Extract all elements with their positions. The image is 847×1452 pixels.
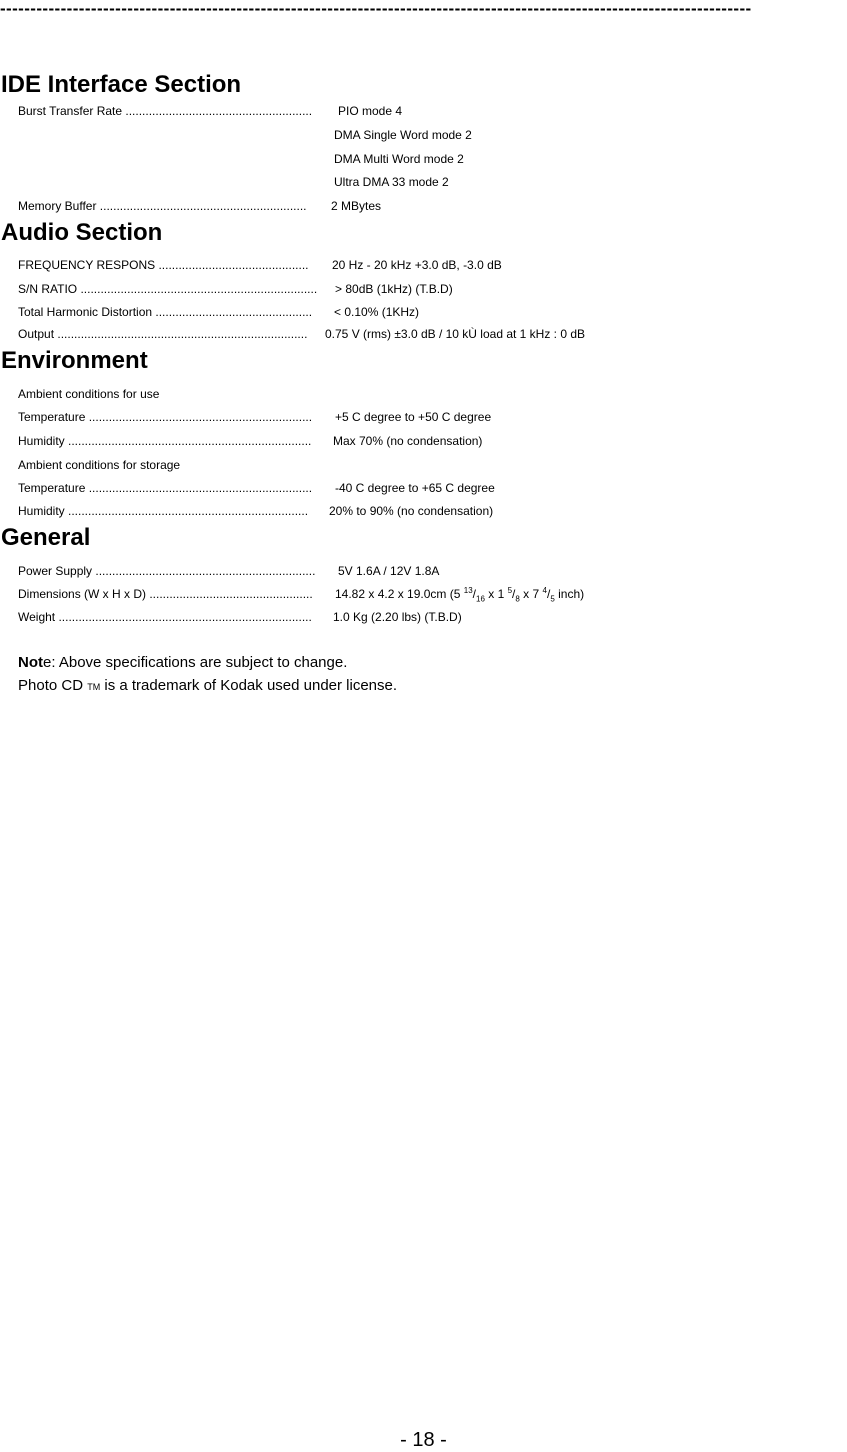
environment-section-heading: Environment [1,347,148,374]
memory-buffer-value: 2 MBytes [331,199,382,213]
fraction-2-denominator: 8 [515,594,520,604]
thd-label: Total Harmonic Distortion ............................................... [18,305,313,319]
ambient-storage-title: Ambient conditions for storage [18,458,181,472]
fraction-1-denominator: 16 [476,594,485,604]
burst-value-3: DMA Multi Word mode 2 [334,152,464,166]
power-supply-label: Power Supply .................................................................. [18,564,316,578]
note-bold-prefix: Not [18,654,43,671]
burst-transfer-rate-label: Burst Transfer Rate ........................................................ [18,104,313,118]
frequency-response-label: FREQUENCY RESPONS ............................................. [18,258,309,272]
sn-ratio-label: S/N RATIO ....................................................................... [18,282,318,296]
sn-ratio-value: > 80dB (1kHz) (T.B.D) [335,282,453,296]
dimensions-prefix: 14.82 x 4.2 x 19.0cm (5 [335,587,464,601]
audio-section-heading: Audio Section [1,219,163,246]
storage-humidity-value: 20% to 90% (no condensation) [329,504,494,518]
note-text: e: Above specifications are subject to change. [43,654,348,671]
burst-value-1: PIO mode 4 [338,104,403,118]
dimensions-label: Dimensions (W x H x D) ................................................. [18,587,313,601]
storage-temperature-value: -40 C degree to +65 C degree [335,481,495,495]
trademark-symbol: TM [87,682,101,692]
use-humidity-label: Humidity ......................................................................... [18,434,312,448]
weight-label: Weight ............................................................................ [18,610,312,624]
fraction-2-numerator: 5 [507,586,513,595]
page-number: - 18 - [400,1429,447,1451]
storage-humidity-label: Humidity ........................................................................ [18,504,309,518]
frequency-response-value: 20 Hz - 20 kHz +3.0 dB, -3.0 dB [332,258,502,272]
memory-buffer-label: Memory Buffer .............................................................. [18,199,307,213]
dimensions-mid-1: x 1 [484,587,508,601]
output-label: Output ........................................................................... [18,327,308,341]
storage-temperature-label: Temperature ................................................................... [18,481,313,495]
fraction-3-numerator: 4 [542,586,547,595]
use-temperature-value: +5 C degree to +50 C degree [335,410,492,424]
output-value: 0.75 V (rms) ±3.0 dB / 10 kÙ load at 1 kHz : 0 dB [325,327,586,341]
dimensions-suffix: inch) [554,587,585,601]
thd-value: < 0.10% (1KHz) [334,305,420,319]
burst-value-2: DMA Single Word mode 2 [334,128,472,142]
trademark-suffix: is a trademark of Kodak used under license. [100,677,398,694]
burst-value-4: Ultra DMA 33 mode 2 [334,175,449,189]
top-dashed-rule: ---------------------------------------------------------------------------------------------------------------------------- [0,0,752,18]
weight-value: 1.0 Kg (2.20 lbs) (T.B.D) [333,610,462,624]
change-note [18,654,347,672]
use-temperature-label: Temperature ................................................................... [18,410,313,424]
ide-section-heading: IDE Interface Section [1,71,242,98]
trademark-prefix: Photo CD [18,677,88,694]
ambient-use-title: Ambient conditions for use [18,387,160,401]
use-humidity-value: Max 70% (no condensation) [333,434,483,448]
dimensions-mid-2: x 7 [519,587,543,601]
fraction-3-denominator: 5 [550,594,555,604]
power-supply-value: 5V 1.6A / 12V 1.8A [338,564,440,578]
dimensions-value: 14.82 x 4.2 x 19.0cm (5 $^{13}/_{16}$ x 1 $^5/_8$ x 7 $^4/_5$ inch) [335,586,585,604]
fraction-1-numerator: 13 [463,586,473,595]
trademark-note [18,677,397,696]
general-section-heading: General [1,524,91,551]
